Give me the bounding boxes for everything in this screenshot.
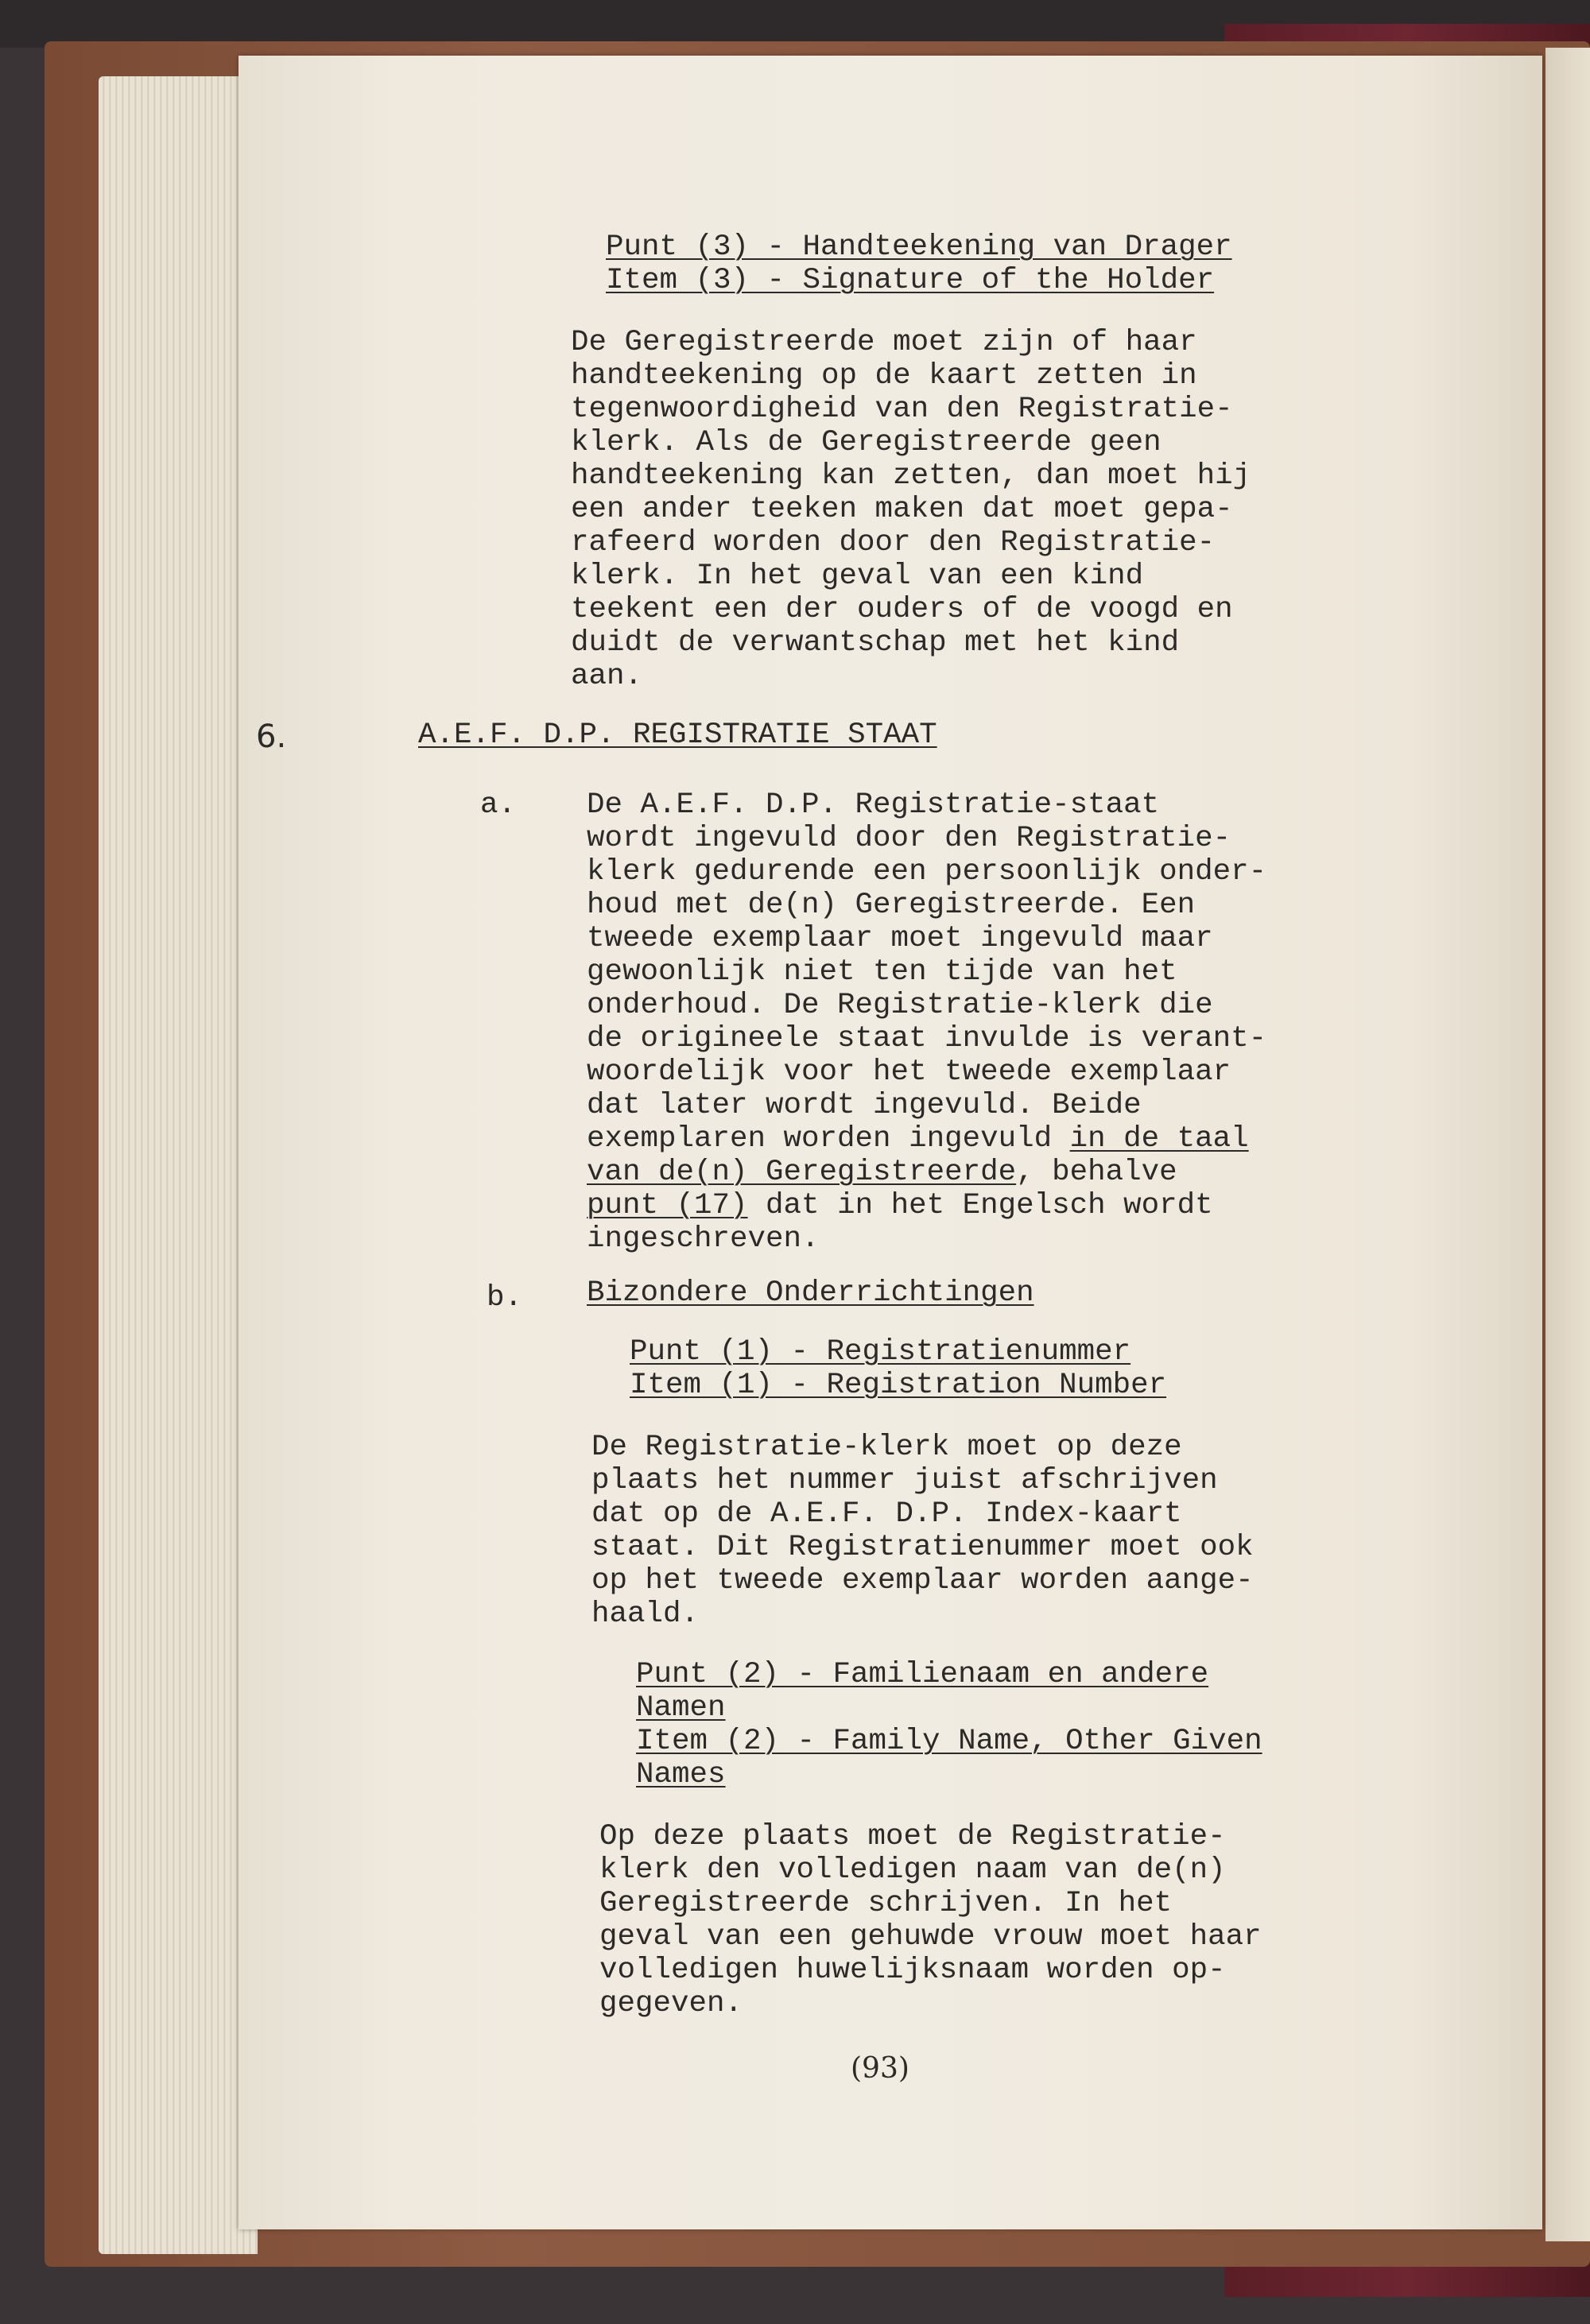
para-a-line: houd met de(n) Geregistreerde. Een (587, 889, 1196, 922)
para-a-line: de origineele staat invulde is verant- (587, 1022, 1267, 1055)
para-a-line: onderhoud. De Registratie-klerk die (587, 989, 1213, 1022)
para-a-line-mixed (587, 1122, 1249, 1156)
para-a-marker: a. (480, 788, 517, 822)
item2-body-line: gegeven. (599, 1987, 743, 2020)
section-number: 6. (256, 719, 287, 755)
para-a-line: De A.E.F. D.P. Registratie-staat (587, 788, 1160, 822)
facing-page-edge (1545, 48, 1590, 2241)
para-a-line-mixed (587, 1189, 1213, 1222)
para-a-text: dat in het Engelsch wordt (747, 1189, 1213, 1222)
section3-body-line: klerk. In het geval van een kind (571, 560, 1144, 593)
item2-heading-dutch: Punt (2) - Familienaam en andere (636, 1658, 1209, 1691)
item1-body-line: dat op de A.E.F. D.P. Index-kaart (591, 1497, 1182, 1531)
para-a-underlined: van de(n) Geregistreerde (587, 1156, 1017, 1189)
para-a-underlined: punt (17) (587, 1189, 748, 1222)
section3-body-line: handteekening op de kaart zetten in (571, 359, 1197, 393)
item2-heading-english: Item (2) - Family Name, Other Given (636, 1725, 1262, 1758)
para-a-line: tweede exemplaar moet ingevuld maar (587, 922, 1213, 955)
section3-body-line: duidt de verwantschap met het kind (571, 626, 1180, 660)
item1-body-line: De Registratie-klerk moet op deze (591, 1431, 1182, 1464)
para-a-line: wordt ingevuld door den Registratie- (587, 822, 1231, 855)
section3-body-line: teekent een der ouders of de voogd en (571, 593, 1233, 626)
para-a-line: klerk gedurende een persoonlijk onder- (587, 855, 1267, 889)
section3-body-line: rafeerd worden door den Registratie- (571, 526, 1216, 560)
page-edges (99, 76, 258, 2254)
section3-body-line: tegenwoordigheid van den Registratie- (571, 393, 1233, 426)
item1-heading-dutch: Punt (1) - Registratienummer (630, 1335, 1131, 1369)
para-a-line: dat later wordt ingevuld. Beide (587, 1089, 1142, 1122)
para-b-marker: b. (487, 1281, 523, 1315)
section3-heading-english: Item (3) - Signature of the Holder (606, 264, 1215, 297)
para-b-heading: Bizondere Onderrichtingen (587, 1276, 1034, 1310)
para-a-underlined: in de taal (1069, 1122, 1249, 1156)
item1-body-line: haald. (591, 1598, 700, 1631)
item2-body-line: Geregistreerde schrijven. In het (599, 1887, 1173, 1920)
item1-heading-english: Item (1) - Registration Number (630, 1369, 1167, 1402)
item2-heading-english-cont: Names (636, 1758, 726, 1791)
item1-body-line: staat. Dit Registratienummer moet ook (591, 1531, 1254, 1564)
item2-body-line: Op deze plaats moet de Registratie- (599, 1820, 1226, 1853)
item1-body-line: op het tweede exemplaar worden aange- (591, 1564, 1254, 1598)
item2-heading-dutch-cont: Namen (636, 1691, 726, 1725)
section3-body-line: klerk. Als de Geregistreerde geen (571, 426, 1161, 459)
section3-body-line: een ander teeken maken dat moet gepa- (571, 493, 1233, 526)
section6-heading: A.E.F. D.P. REGISTRATIE STAAT (418, 719, 937, 752)
section3-heading-dutch: Punt (3) - Handteekening van Drager (606, 230, 1232, 264)
section3-body-line: aan. (571, 660, 643, 693)
para-a-text: , behalve (1016, 1156, 1177, 1189)
para-a-line: woordelijk voor het tweede exemplaar (587, 1055, 1231, 1089)
item2-body-line: volledigen huwelijksnaam worden op- (599, 1954, 1226, 1987)
section3-body-line: handteekening kan zetten, dan moet hij (571, 459, 1251, 493)
item2-body-line: klerk den volledigen naam van de(n) (599, 1853, 1226, 1887)
para-a-text: exemplaren worden ingevuld (587, 1122, 1070, 1156)
para-a-line: ingeschreven. (587, 1222, 820, 1256)
section3-body-line: De Geregistreerde moet zijn of haar (571, 326, 1197, 359)
item2-body-line: geval van een gehuwde vrouw moet haar (599, 1920, 1262, 1954)
item1-body-line: plaats het nummer juist afschrijven (591, 1464, 1218, 1497)
page-number: (93) (851, 2052, 909, 2085)
para-a-line: gewoonlijk niet ten tijde van het (587, 955, 1177, 989)
para-a-line-mixed (587, 1156, 1177, 1189)
